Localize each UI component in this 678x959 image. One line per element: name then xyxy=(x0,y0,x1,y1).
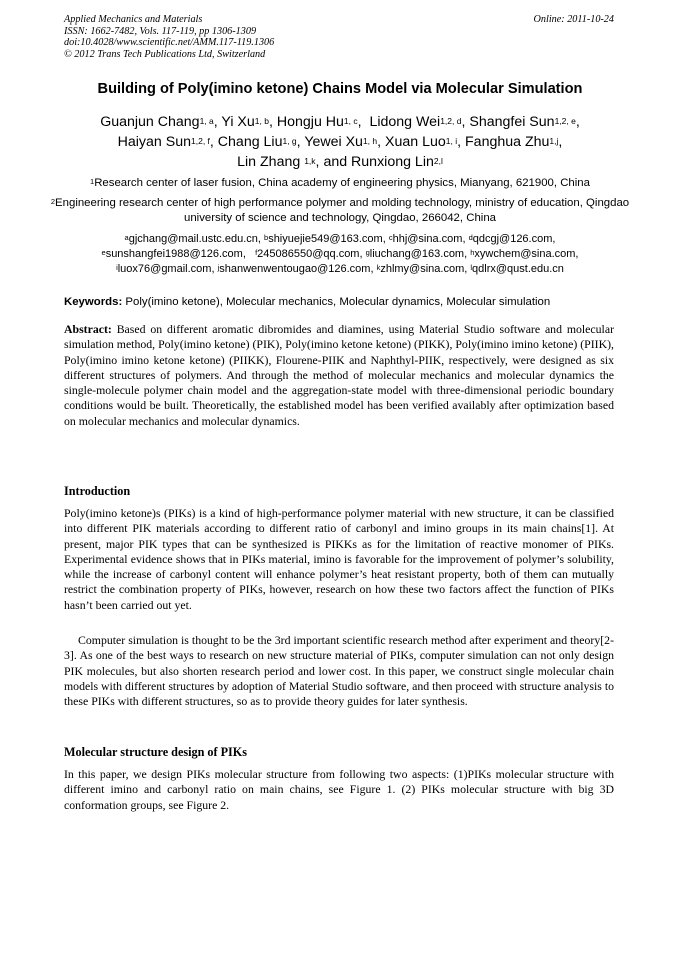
email: shiyuejie549@163.com, xyxy=(268,233,386,245)
author: Chang Liu xyxy=(217,134,283,150)
author-sup: 1,2, e xyxy=(554,116,576,126)
keywords xyxy=(64,296,624,308)
author: Hongju Hu xyxy=(276,114,344,130)
email-sup: l xyxy=(470,262,473,272)
email-sup: e xyxy=(101,247,106,257)
author: Yewei Xu xyxy=(304,134,363,150)
author-sup: 1, b xyxy=(254,116,269,126)
author: Shangfei Sun xyxy=(469,114,555,130)
online-date: Online: 2011-10-24 xyxy=(533,14,614,25)
journal-name: Applied Mechanics and Materials xyxy=(64,14,203,25)
email-sup: g xyxy=(365,247,370,257)
author-sup: 1,2, d xyxy=(440,116,462,126)
author-sup: 1,j xyxy=(549,136,559,146)
copyright-line: © 2012 Trans Tech Publications Ltd, Switzerland xyxy=(64,48,266,60)
email-sup: h xyxy=(470,247,475,257)
email-sup: a xyxy=(124,233,129,242)
author-sup: 1, c xyxy=(343,116,358,126)
author: and Runxiong Lin xyxy=(323,154,434,170)
email: qdcgj@126.com, xyxy=(472,233,556,245)
issn-line: ISSN: 1662-7482, Vols. 117-119, pp 1306-1309 xyxy=(64,25,257,37)
affiliation-2 xyxy=(40,196,640,225)
email: gjchang@mail.ustc.edu.cn, xyxy=(128,233,261,245)
introduction-paragraph-1: Poly(imino ketone)s (PIKs) is a kind of high-performance polymer material with new structure, it can be classified into different PIK materials according to different ratio of carbonyl and imino groups in its main chains[1]. At present, major PIK types that can be synthesized is PIKKs as for the limitation of reactive monomer of PIKs. Experimental evidence shows that in PIKs material, imino is favorable for the improvement of polymer’s solubility, while the increase of carbonyl content will enhance polymer’s heat resistant property, both of them can mutually restrict the combination property of PIKs, however, research on how these two factors affect the function of PIKs hasn’t been carried out yet. xyxy=(64,506,614,612)
author: Lin Zhang xyxy=(237,154,301,170)
email-sup: i xyxy=(116,262,118,272)
author-sup: 1, h xyxy=(362,136,378,146)
author: Fanghua Zhu xyxy=(465,134,550,150)
email-sup: d xyxy=(468,233,473,242)
email: 245086550@qq.com, xyxy=(257,247,363,260)
email-sup: k xyxy=(376,262,381,272)
section-heading-introduction: Introduction xyxy=(64,484,131,498)
keywords-label: Keywords: xyxy=(64,296,123,308)
keywords-text: Poly(imino ketone), Molecular mechanics, Molecular dynamics, Molecular simulation xyxy=(125,296,551,308)
author: Xuan Luo xyxy=(385,134,446,150)
email: xywchem@sina.com, xyxy=(474,247,579,260)
email: liuchang@163.com, xyxy=(369,247,468,260)
affiliation-sup: 1 xyxy=(90,177,95,186)
abstract-label: Abstract: xyxy=(64,322,112,336)
email: qdlrx@qust.edu.cn xyxy=(472,262,564,275)
email: luox76@gmail.com, xyxy=(117,262,215,275)
affiliation-text: Engineering research center of high performance polymer and molding technology, ministry of education, Qingdao university of science and technology, Qingdao, 266042, China xyxy=(55,197,630,224)
author-list: Guanjun Chang$^{1, a}$, Yi Xu$^{1, b}$, Hongju Hu$^{1, c}$, Lidong Wei$^{1,2, d}$, Shangfei Sun$^{1,2, e}$, Haiyan Sun$^{1,2, f}$, Chang Liu$^{1, g}$, Yewei Xu$^{1, h}$, Xuan Luo$^{1, i}$, Fanghua Zhu$^{1,j}$, Lin Zhang $^{1,k}$, and Runxiong Lin$^{2,l}$ xyxy=(100,114,580,170)
doi-line: doi:10.4028/www.scientific.net/AMM.117-119.1306 xyxy=(64,37,275,49)
author-sup: 1,k xyxy=(304,156,316,166)
author: Haiyan Sun xyxy=(117,134,191,150)
author-sup: 1, g xyxy=(282,136,297,146)
author: Guanjun Chang xyxy=(100,114,200,130)
affiliation-sup: 2 xyxy=(50,197,56,206)
paper-title: Building of Poly(imino ketone) Chains Model via Molecular Simulation xyxy=(97,81,583,97)
author-sup: 1,2, f xyxy=(191,136,210,146)
author: Lidong Wei xyxy=(369,114,441,130)
email: zhlmy@sina.com, xyxy=(380,262,468,275)
author-sup: 1, i xyxy=(445,136,458,146)
abstract xyxy=(64,322,614,429)
section-heading-molecular: Molecular structure design of PIKs xyxy=(64,745,248,759)
email-sup: j xyxy=(217,262,220,272)
affiliation-text: Research center of laser fusion, China academy of engineering physics, Mianyang, 621900, China xyxy=(94,177,590,189)
email-sup: b xyxy=(264,233,269,242)
running-header xyxy=(64,14,616,60)
email: sunshangfei1988@126.com, xyxy=(105,247,246,260)
affiliation-1 xyxy=(40,176,640,191)
introduction-paragraph-2: Computer simulation is thought to be the 3rd important scientific research method after experiment and theory[2-3]. As one of the best ways to research on new structure material of PIKs, computer simulation can not only design PIK molecules, but also shorten research period and lower cost. In this paper, we construct single molecular chain models with different structures by adoption of Material Studio software, and then proceed with structure analysis to these PIKs with different structures, so as to provide theory guides for later synthesis. xyxy=(64,633,614,709)
email-sup: f xyxy=(255,247,258,257)
email: hhj@sina.com, xyxy=(392,233,466,245)
author-sup: 1, a xyxy=(199,116,214,126)
abstract-text: Based on different aromatic dibromides and diamines, using Material Studio software and molecular simulation method, Poly(imino ketone) (PIK), Poly(imino ketone ketone) (PIKK), Poly(imino imino ketone) (PIIK), Poly(imino imino ketone ketone) (PIIKK), Flourene-PIIK and Naphthyl-PIIK, respectively, were designed as six different structures of polymers. And through the method of molecular mechanics and molecular dynamics the single-molecule polymer chain model and the aggregation-state model with three-dimensional periodic boundary conditions would be built. Theoretically, the established model has been verified availably after optimization based on molecular mechanics and molecular dynamics. xyxy=(64,322,614,428)
author-sup: 2,l xyxy=(433,156,443,166)
email-list xyxy=(40,232,640,276)
email: shanwenwentougao@126.com, xyxy=(219,262,374,275)
molecular-paragraph-1: In this paper, we design PIKs molecular structure from following two aspects: (1)PIKs molecular structure with different imino and carbonyl ratio on main chains, see Figure 1. (2) PIKs molecular structure with big 3D conformation groups, see Figure 2. xyxy=(64,767,614,812)
author: Yi Xu xyxy=(221,114,255,130)
email-sup: c xyxy=(388,233,393,242)
